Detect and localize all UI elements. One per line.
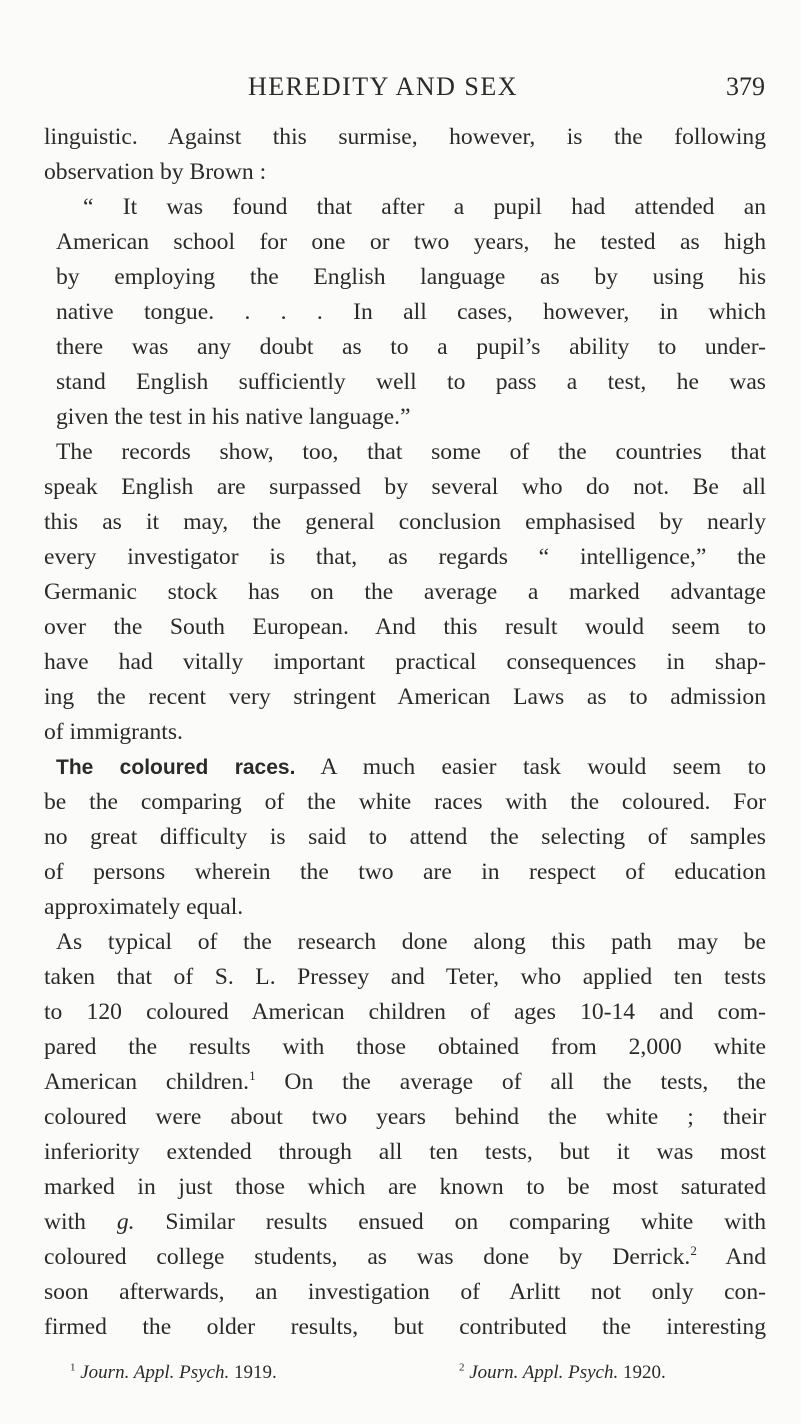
- footnote-ref-1[interactable]: 1: [249, 1068, 256, 1084]
- running-head: HEREDITY AND SEX: [247, 72, 519, 101]
- text-line: inferiority extended through all ten tests, but it was most: [44, 1139, 766, 1165]
- text-line: of immigrants.: [44, 719, 183, 745]
- text-line: [44, 1240, 766, 1275]
- text-fragment: And: [725, 1244, 766, 1270]
- text-line: stand English sufficiently well to pass a test, he was: [56, 369, 766, 395]
- text-line: As typical of the research done along this path may be: [56, 929, 766, 955]
- text-line: be the comparing of the white races with the coloured. For: [44, 789, 766, 815]
- text-line: observation by Brown :: [44, 159, 267, 185]
- footnotes: [0, 1362, 801, 1392]
- text-line: [44, 750, 766, 785]
- text-line: native tongue. . . . In all cases, however, in which: [56, 299, 766, 325]
- text-line: marked in just those which are known to be most saturated: [44, 1174, 766, 1200]
- symbol-g: g.: [116, 1209, 135, 1235]
- text-line: have had vitally important practical consequences in shap-: [44, 649, 766, 675]
- page-header: [0, 72, 801, 112]
- footnote-journal: Journ. Appl. Psych.: [80, 1362, 230, 1383]
- text-fragment: Similar results ensued on comparing white with: [165, 1209, 767, 1235]
- footnote-mark: 1: [70, 1361, 76, 1374]
- text-line: soon afterwards, an investigation of Arlitt not only con-: [44, 1279, 766, 1305]
- text-line: pared the results with those obtained from 2,000 white: [44, 1034, 766, 1060]
- text-fragment: American children.: [44, 1069, 250, 1095]
- text-line: over the South European. And this result would seem to: [44, 614, 766, 640]
- body-text: [44, 120, 766, 1345]
- text-line: there was any doubt as to a pupil’s ability to under-: [56, 334, 766, 360]
- page-number: 379: [726, 72, 765, 101]
- text-line: by employing the English language as by using his: [56, 264, 766, 290]
- text-line: this as it may, the general conclusion emphasised by nearly: [44, 509, 766, 535]
- text-line: coloured were about two years behind the white ; their: [44, 1104, 766, 1130]
- text-fragment: A much easier task would seem to: [320, 754, 766, 780]
- text-line: [44, 1205, 766, 1240]
- text-line: speak English are surpassed by several who do not. Be all: [44, 474, 766, 500]
- text-line: every investigator is that, as regards “ intelligence,” the: [44, 544, 766, 570]
- text-line: American school for one or two years, he tested as high: [56, 229, 766, 255]
- paragraph-3: [44, 750, 766, 925]
- text-line: “ It was found that after a pupil had attended an: [83, 194, 766, 220]
- footnote-1: [70, 1362, 277, 1384]
- block-quote: [44, 190, 766, 435]
- paragraph-2: [44, 435, 766, 750]
- text-line: linguistic. Against this surmise, however, is the following: [44, 124, 766, 150]
- text-fragment: coloured college students, as was done by Derrick.: [44, 1244, 691, 1270]
- section-heading: The coloured races.: [56, 756, 296, 779]
- paragraph-1: [44, 120, 766, 190]
- text-line: taken that of S. L. Pressey and Teter, who applied ten tests: [44, 964, 766, 990]
- text-line: Germanic stock has on the average a marked advantage: [44, 579, 766, 605]
- text-line: The records show, too, that some of the countries that: [56, 439, 766, 465]
- text-fragment: On the average of all the tests, the: [284, 1069, 766, 1095]
- footnote-2: [459, 1362, 666, 1384]
- paragraph-4: [44, 925, 766, 1345]
- footnote-journal: Journ. Appl. Psych.: [469, 1362, 619, 1383]
- text-line: ing the recent very stringent American Laws as to admission: [44, 684, 766, 710]
- footnote-ref-2[interactable]: 2: [690, 1243, 697, 1259]
- text-fragment: with: [44, 1209, 86, 1235]
- footnote-year: 1920.: [623, 1362, 666, 1383]
- text-line: no great difficulty is said to attend the selecting of samples: [44, 824, 766, 850]
- text-line: given the test in his native language.”: [56, 404, 411, 430]
- text-line: [44, 1065, 766, 1100]
- text-line: approximately equal.: [44, 894, 244, 920]
- text-line: to 120 coloured American children of ages 10-14 and com-: [44, 999, 766, 1025]
- footnote-mark: 2: [459, 1361, 465, 1374]
- text-line: firmed the older results, but contributed the interesting: [44, 1314, 766, 1340]
- text-line: of persons wherein the two are in respect of education: [44, 859, 766, 885]
- footnote-year: 1919.: [234, 1362, 277, 1383]
